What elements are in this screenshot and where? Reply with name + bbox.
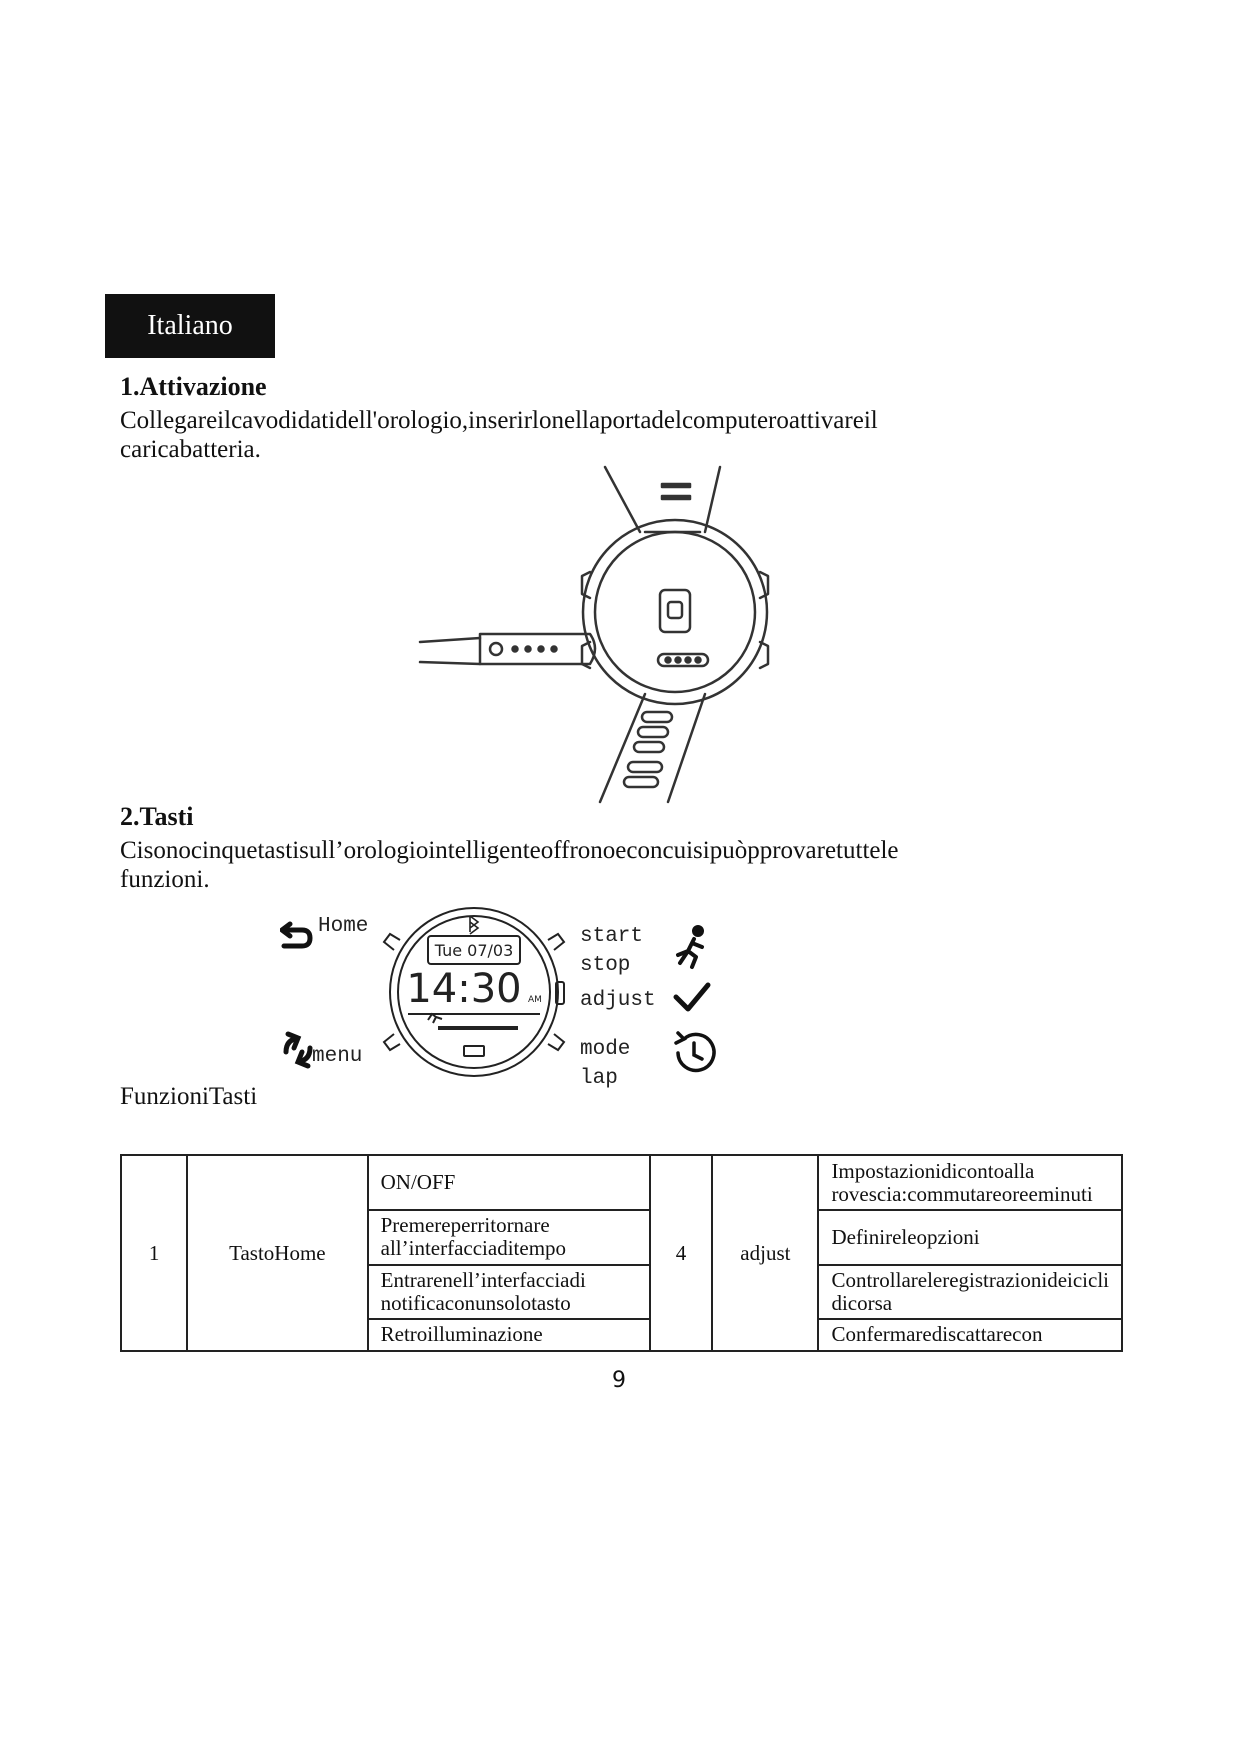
runner-icon-small: [428, 1014, 442, 1023]
lap-label: lap: [580, 1067, 618, 1090]
back-arrow-icon: [282, 924, 310, 946]
functions-table: [120, 1154, 1123, 1352]
section-1-line-1: Collegareilcavodidatidell'orologio,inserirlonellaportadelcomputeroattivareil: [120, 407, 878, 434]
button-icons-right: [668, 925, 718, 1085]
left-function-4: Retroilluminazione: [368, 1319, 650, 1351]
page-number: 9: [612, 1368, 626, 1393]
runner-icon: [678, 927, 702, 967]
section-1-line-2: caricabatteria.: [120, 436, 261, 463]
refresh-icon: [286, 1034, 298, 1052]
charging-illustration: [400, 462, 800, 807]
history-icon: [676, 1033, 714, 1070]
start-label: start: [580, 925, 644, 948]
functions-caption: FunzioniTasti: [120, 1083, 258, 1110]
screen-time: 14:30: [406, 966, 522, 1012]
language-tag: [105, 294, 275, 358]
section-2-text: [120, 836, 1020, 894]
watch-face-diagram: [378, 896, 570, 1086]
right-function-2: Definireleopzioni: [818, 1210, 1122, 1264]
home-label: Home: [318, 915, 369, 938]
section-1-heading: 1.Attivazione: [120, 372, 267, 401]
left-key-cell: TastoHome: [187, 1155, 368, 1351]
right-key-cell: adjust: [712, 1155, 818, 1351]
screen-ampm: AM: [528, 995, 542, 1005]
language-tag-label: Italiano: [147, 310, 233, 341]
mode-label: mode: [580, 1038, 631, 1061]
right-function-1: Impostazionidicontoalla rovescia:commutareoreeminuti: [818, 1155, 1122, 1210]
checkmark-icon: [676, 985, 708, 1009]
section-2-line-1: Cisonocinquetastisull’orologiointelligenteoffronoeconcuisipuòpprovaretuttele: [120, 837, 899, 864]
section-2-line-2: funzioni.: [120, 866, 210, 893]
adjust-label: adjust: [580, 989, 656, 1012]
table-row: [121, 1155, 1122, 1210]
right-function-3: Controllareleregistrazionideicicli dicorsa: [818, 1265, 1122, 1319]
bluetooth-icon: [470, 916, 478, 934]
left-function-2: Premereperritornare all’interfacciaditempo: [368, 1210, 650, 1264]
menu-label: menu: [312, 1045, 363, 1068]
section-1-text: [120, 406, 1020, 464]
section-2-heading: 2.Tasti: [120, 802, 194, 831]
right-number-cell: 4: [650, 1155, 713, 1351]
left-function-1: ON/OFF: [368, 1155, 650, 1210]
right-function-4: Confermarediscattarecon: [818, 1319, 1122, 1351]
left-function-3: Entrarenell’interfacciadi notificaconunsolotasto: [368, 1265, 650, 1319]
left-number-cell: 1: [121, 1155, 187, 1351]
screen-date: Tue 07/03: [434, 941, 514, 960]
stop-label: stop: [580, 954, 631, 977]
